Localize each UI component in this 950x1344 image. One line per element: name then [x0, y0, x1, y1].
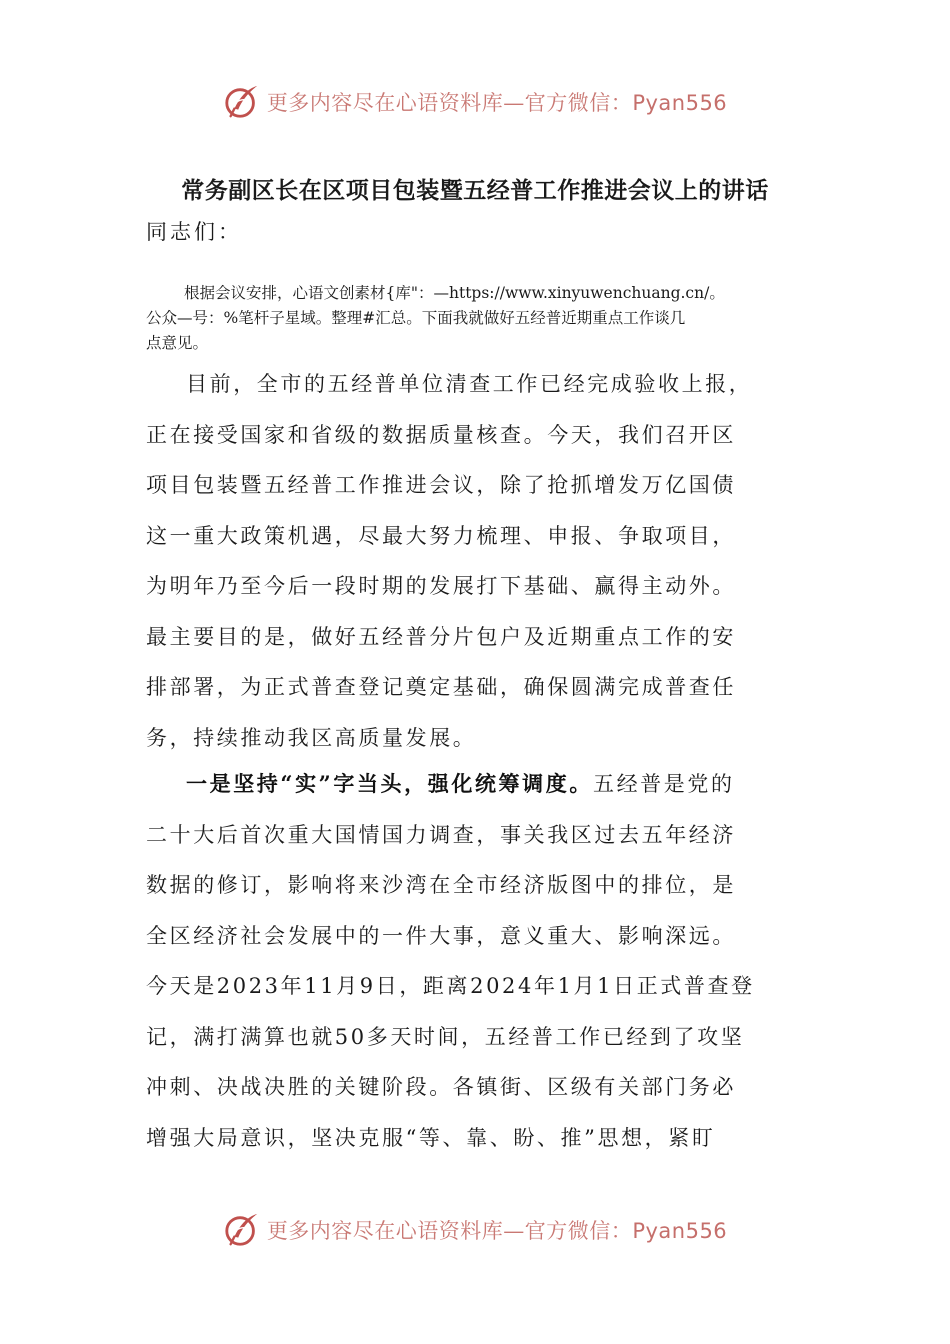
intro-line: 公众—号：%笔杆子星域。整理#汇总。下面我就做好五经普近期重点工作谈几: [146, 309, 686, 327]
paragraph-line: 为明年乃至今后一段时期的发展打下基础、赢得主动外。: [146, 574, 736, 598]
paragraph-line: 最主要目的是，做好五经普分片包户及近期重点工作的安: [146, 624, 736, 649]
paragraph-2: [146, 759, 806, 1163]
intro-paragraph: [146, 281, 806, 356]
paragraph-line: 记，满打满算也就50多天时间，五经普工作已经到了攻坚: [146, 1024, 745, 1049]
paragraph-line: 今天是2023年11月9日，距离2024年1月1日正式普查登: [146, 974, 755, 998]
banner-text: 更多内容尽在心语资料库—官方微信：Pyan556: [266, 1219, 728, 1243]
salutation: 同志们：: [146, 220, 242, 244]
paragraph-line: 数据的修订，影响将来沙湾在全市经济版图中的排位，是: [146, 873, 736, 897]
paragraph-line: 冲刺、决战决胜的关键阶段。各镇街、区级有关部门务必: [146, 1075, 736, 1099]
intro-line: 点意见。: [146, 334, 209, 352]
quill-pen-logo-icon: [223, 1211, 261, 1249]
wechat-handle: Pyan556: [632, 1219, 728, 1243]
footer-banner: [0, 1208, 950, 1252]
document-title: 常务副区长在区项目包装暨五经普工作推进会议上的讲话: [181, 177, 769, 204]
header-banner: [0, 80, 950, 124]
paragraph-line: 增强大局意识，坚决克服“等、靠、盼、推”思想，紧盯: [146, 1125, 716, 1150]
quill-pen-logo-icon: [223, 83, 261, 121]
paragraph-line: 排部署，为正式普查登记奠定基础，确保圆满完成普查任: [146, 675, 736, 699]
paragraph-line: 正在接受国家和省级的数据质量核查。今天，我们召开区: [146, 422, 736, 447]
paragraph-line: 二十大后首次重大国情国力调查，事关我区过去五年经济: [146, 822, 736, 847]
paragraph-line: 目前，全市的五经普单位清查工作已经完成验收上报，: [186, 372, 753, 396]
intro-line: 根据会议安排，心语文创素材{库"：—https://www.xinyuwenchuang.cn/。: [184, 284, 725, 302]
paragraph-line: 这一重大政策机遇，尽最大努力梳理、申报、争取项目，: [146, 523, 736, 548]
paragraph-line: 务，持续推动我区高质量发展。: [146, 725, 477, 750]
wechat-handle: Pyan556: [632, 91, 728, 115]
section-heading: 一是坚持“实”字当头，强化统筹调度。: [186, 771, 593, 796]
paragraph-1: [146, 359, 806, 763]
paragraph-first-line: 一是坚持“实”字当头，强化统筹调度。五经普是党的: [186, 771, 735, 796]
paragraph-line: 全区经济社会发展中的一件大事，意义重大、影响深远。: [146, 923, 736, 948]
banner-text: 更多内容尽在心语资料库—官方微信：Pyan556: [266, 91, 728, 115]
paragraph-line: 项目包装暨五经普工作推进会议，除了抢抓增发万亿国债: [146, 473, 736, 497]
